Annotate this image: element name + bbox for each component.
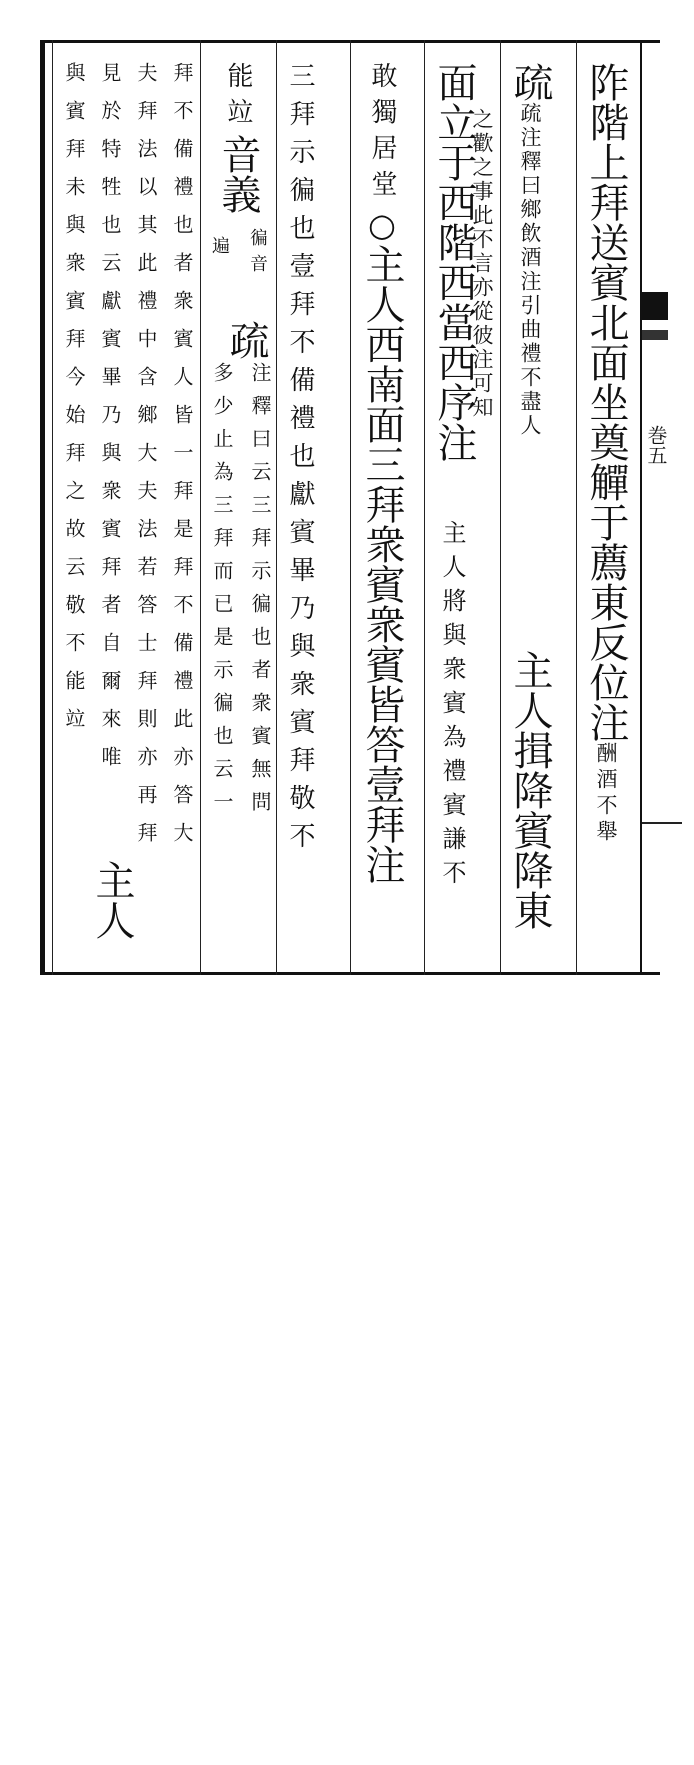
annotation-text: 遍 [209,236,230,259]
gutter-rule [640,40,642,975]
annotation-text: 疏注釋曰鄉飲酒注引曲禮不盡人 [518,102,542,438]
gutter-label: 巻五 [644,425,668,465]
annotation-text: 敢獨居堂 [367,62,397,206]
annotation-text: 酬酒不舉 [594,742,618,846]
main-text: 主人西南面三拜衆賓衆賓皆答壹拜注 [359,244,405,884]
column-rule [424,40,425,975]
annotation-text: 見於特牲也云獻賓畢乃與衆賓拜者自爾來唯 [98,62,122,784]
annotation-text: 能竝 [223,62,253,134]
column-rule [500,40,501,975]
column-rule [576,40,577,975]
inner-border [52,40,53,975]
main-text: 疏 [223,320,269,360]
main-text: 疏 [507,62,553,102]
annotation-text: 拜不備禮也者衆賓人皆一拜是拜不備禮此亦答大 [170,62,194,860]
gutter-rule-low [642,822,682,824]
main-text: 主人 [89,860,135,940]
annotation-text: 夫拜法以其此禮中含鄉大夫法若答士拜則亦再拜 [134,62,158,860]
annotation-text: 三拜示徧也壹拜不備禮也獻賓畢乃與衆賓拜敬不 [285,62,315,860]
column-rule [200,40,201,975]
text-column-4 [360,62,404,967]
annotation-text: 與賓拜未與衆賓拜今始拜之故云敬不能竝 [62,62,86,746]
text-column-9 [98,62,121,967]
text-column-7 [170,62,193,967]
circle-mark: ○ [363,206,401,244]
annotation-text: 注釋曰云三拜示徧也者衆賓無問 [248,362,272,824]
annotation-text: 之歡之事此不言亦從彼注可知 [470,108,494,420]
main-text: 阼階上拜送賓北面坐奠觶于薦東反位注 [583,62,629,742]
text-column-5 [285,62,315,967]
main-text: 主人揖降賓降東 [507,650,553,930]
gutter-band [642,330,668,340]
gutter-fish-tail [642,292,668,320]
column-rule [350,40,351,975]
annotation-text: 徧音 [247,228,268,280]
text-column-10 [62,62,85,967]
text-column-3b [438,520,466,1425]
annotation-text: 主人將與衆賓為禮賓謙不 [438,520,466,894]
text-column-6e [210,362,233,1267]
text-column-1 [584,62,628,967]
text-column-10b [90,860,134,1765]
main-text: 面立于西階西當西序注 [431,62,477,462]
annotation-text: 多少止為三拜而已是示徧也云一 [210,362,234,824]
column-rule [276,40,277,975]
main-text: 音義 [215,134,261,214]
text-column-2c [508,650,552,1555]
text-column-6d [248,362,271,1267]
text-column-8 [134,62,157,967]
